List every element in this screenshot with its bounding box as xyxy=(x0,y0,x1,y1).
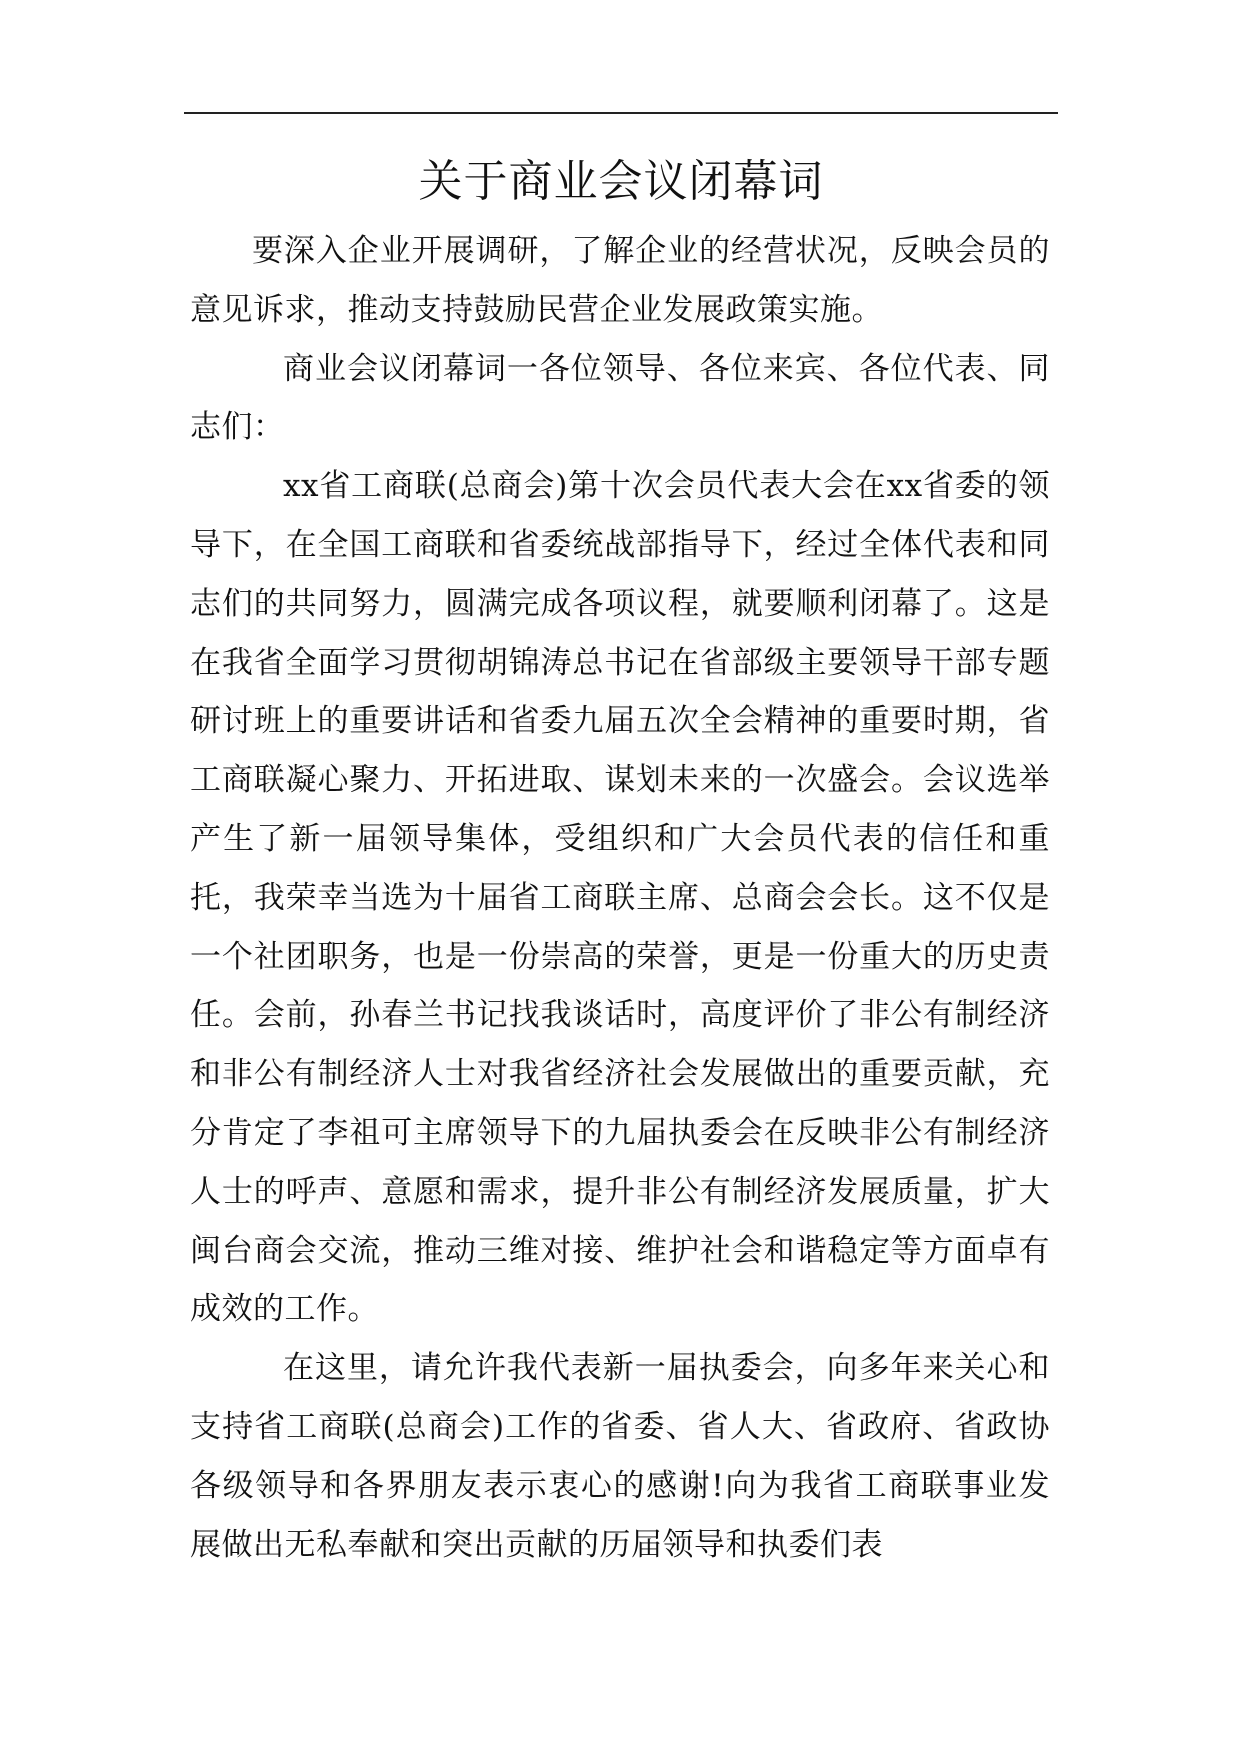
paragraph-salutation: 商业会议闭幕词一各位领导、各位来宾、各位代表、同志们： xyxy=(190,350,1050,446)
paragraph-main: xx省工商联(总商会)第十次会员代表大会在xx省委的领导下，在全国工商联和省委统战部指导下，经过全体代表和同志们的共同努力，圆满完成各项议程，就要顺利闭幕了。这是在我省全面学习贯彻胡锦涛总书记在省部级主要领导干部专题研讨班上的重要讲话和省委九届五次全会精神的重要时期，省工商联凝心聚力、开拓进取、谋划未来的一次盛会。会议选举产生了新一届领导集体，受组织和广大会员代表的信任和重托，我荣幸当选为十届省工商联主席、总商会会长。这不仅是一个社团职务，也是一份崇高的荣誉，更是一份重大的历史责任。会前，孙春兰书记找我谈话时，高度评价了非公有制经济和非公有制经济人士对我省经济社会发展做出的重要贡献，充分肯定了李祖可主席领导下的九届执委会在反映非公有制经济人士的呼声、意愿和需求，提升非公有制经济发展质量，扩大闽台商会交流，推动三维对接、维护社会和谐稳定等方面卓有成效的工作。 xyxy=(190,468,1050,1328)
paragraph-intro: 要深入企业开展调研，了解企业的经营状况，反映会员的意见诉求，推动支持鼓励民营企业发展政策实施。 xyxy=(190,233,1050,328)
document-title: 关于商业会议闭幕词 xyxy=(418,156,824,207)
paragraph-thanks: 在这里，请允许我代表新一届执委会，向多年来关心和支持省工商联(总商会)工作的省委、省人大、省政府、省政协各级领导和各界朋友表示衷心的感谢!向为我省工商联事业发展做出无私奉献和突出贡献的历届领导和执委们表 xyxy=(190,1350,1050,1563)
document-body xyxy=(190,222,1050,1574)
header-rule xyxy=(184,112,1058,114)
